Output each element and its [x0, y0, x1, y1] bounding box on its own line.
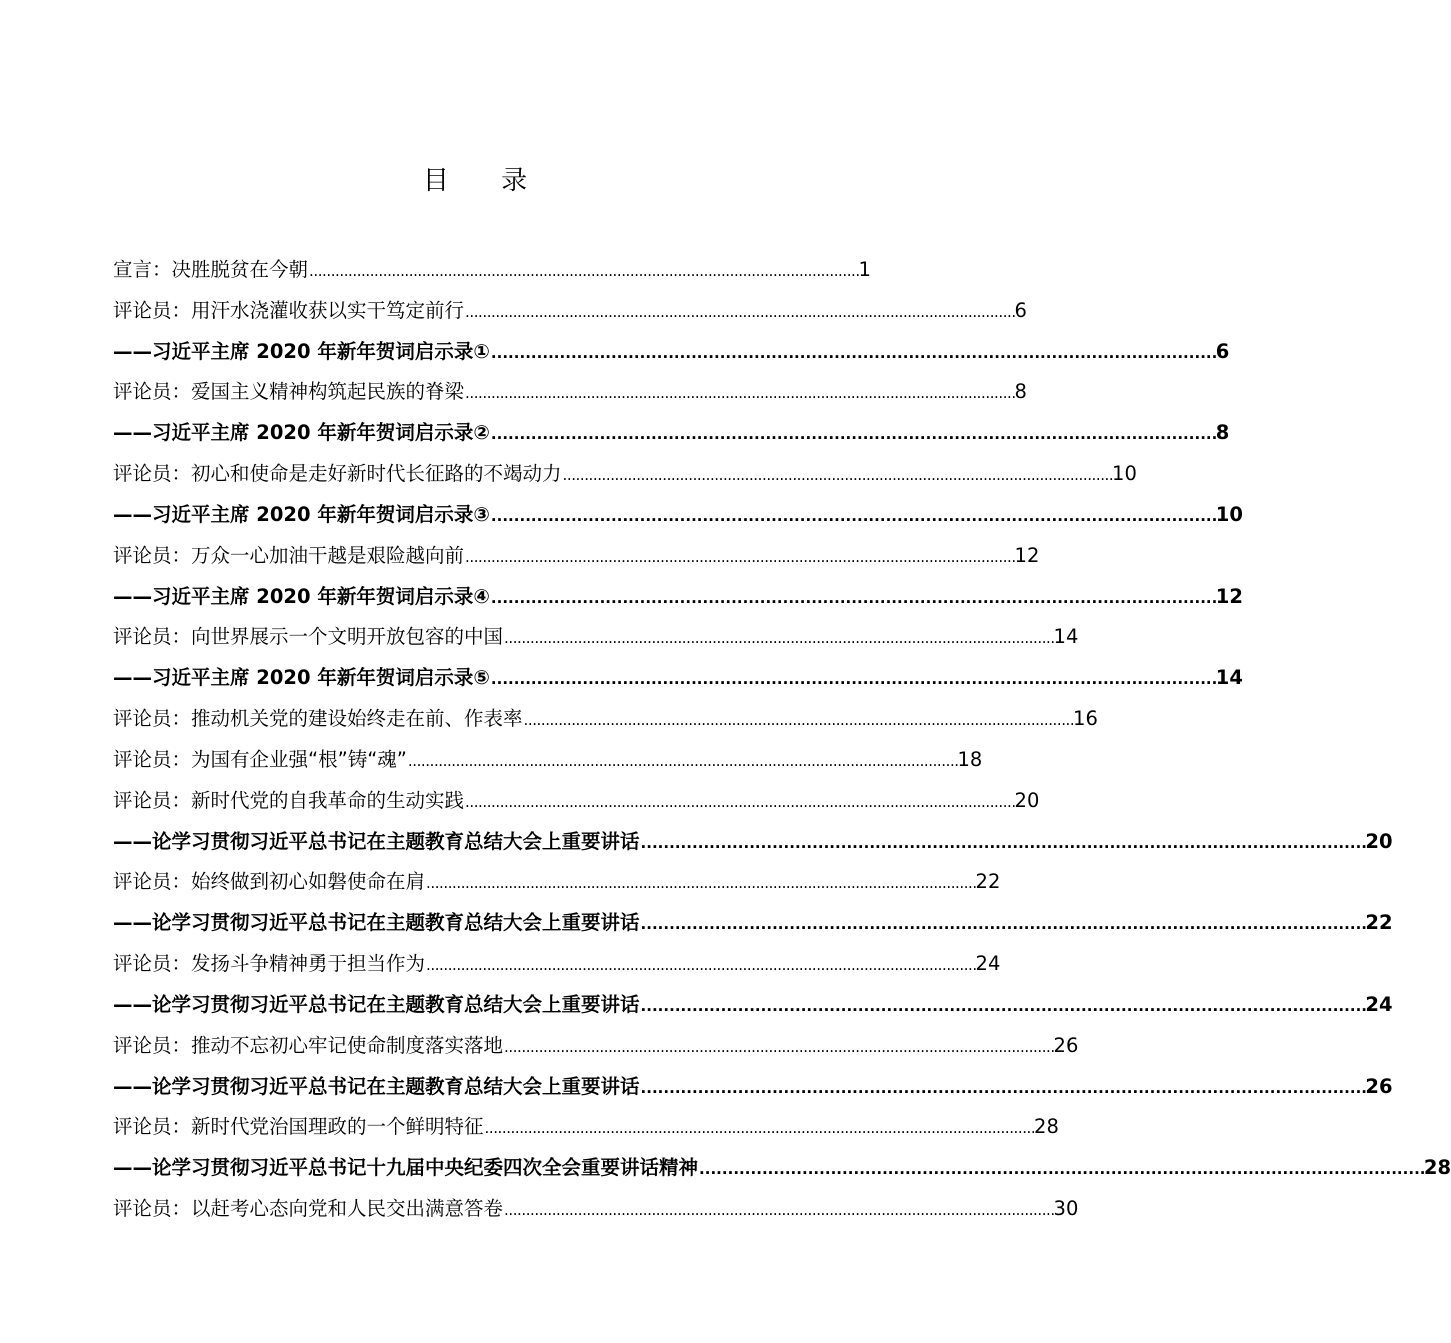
toc-entry[interactable] — [113, 293, 1027, 334]
toc-subtitle-entry[interactable] — [113, 1069, 1393, 1110]
page-title: 目 录 — [422, 166, 550, 196]
toc-entry[interactable] — [113, 1109, 1059, 1150]
toc-entry[interactable] — [113, 538, 1040, 579]
toc-entry[interactable] — [113, 864, 1001, 905]
toc-page-number: 28 — [1034, 1115, 1059, 1139]
toc-entry[interactable] — [113, 783, 1040, 824]
table-of-contents — [113, 252, 1451, 1232]
toc-entry[interactable] — [113, 456, 1137, 497]
toc-entry-title: ——论学习贯彻习近平总书记十九届中央纪委四次全会重要讲话精神 — [113, 1156, 699, 1180]
dot-leader — [504, 1191, 1053, 1228]
toc-entry-title: 评论员：为国有企业强“根”铸“魂” — [113, 747, 407, 771]
toc-page-number: 20 — [1365, 829, 1393, 853]
toc-entry[interactable] — [113, 946, 1001, 987]
toc-page-number: 6 — [1014, 298, 1027, 322]
toc-entry-title: 评论员：万众一心加油干越是艰险越向前 — [113, 543, 465, 567]
toc-entry-title: ——习近平主席 2020 年新年贺词启示录③ — [113, 502, 490, 526]
toc-page-number: 20 — [1014, 788, 1040, 812]
dot-leader — [426, 946, 975, 983]
dot-leader — [491, 497, 1215, 534]
toc-entry-title: 评论员：始终做到初心如磐使命在肩 — [113, 870, 426, 894]
toc-page-number: 10 — [1215, 502, 1243, 526]
toc-subtitle-entry[interactable] — [113, 905, 1393, 946]
toc-entry[interactable] — [113, 742, 983, 783]
toc-entry-title: ——论学习贯彻习近平总书记在主题教育总结大会上重要讲话 — [113, 829, 640, 853]
toc-entry-title: 评论员：推动不忘初心牢记使命制度落实落地 — [113, 1033, 504, 1057]
toc-page-number: 18 — [957, 747, 983, 771]
toc-page-number: 8 — [1215, 421, 1230, 445]
toc-entry[interactable] — [113, 701, 1098, 742]
toc-page-number: 6 — [1215, 339, 1230, 363]
toc-entry-title: ——习近平主席 2020 年新年贺词启示录② — [113, 421, 490, 445]
toc-entry-title: ——论学习贯彻习近平总书记在主题教育总结大会上重要讲话 — [113, 1074, 640, 1098]
toc-page-number: 26 — [1365, 1074, 1393, 1098]
dot-leader — [504, 619, 1053, 656]
toc-entry-title: 评论员：以赶考心态向党和人民交出满意答卷 — [113, 1197, 504, 1221]
dot-leader — [641, 905, 1365, 942]
toc-subtitle-entry[interactable] — [113, 1150, 1451, 1191]
toc-page-number: 16 — [1073, 707, 1098, 731]
dot-leader — [641, 824, 1365, 861]
dot-leader — [641, 1069, 1365, 1106]
dot-leader — [491, 334, 1215, 371]
toc-page-number: 24 — [1365, 992, 1393, 1016]
toc-subtitle-entry[interactable] — [113, 415, 1230, 456]
toc-page-number: 26 — [1053, 1033, 1079, 1057]
toc-entry-title: ——习近平主席 2020 年新年贺词启示录① — [113, 339, 490, 363]
toc-entry-title: 评论员：爱国主义精神构筑起民族的脊梁 — [113, 380, 465, 404]
dot-leader — [504, 1028, 1053, 1065]
toc-page-number: 14 — [1053, 625, 1079, 649]
toc-subtitle-entry[interactable] — [113, 579, 1243, 620]
toc-page-number: 14 — [1215, 666, 1243, 690]
toc-page-number: 22 — [1365, 911, 1393, 935]
toc-subtitle-entry[interactable] — [113, 334, 1230, 375]
toc-entry-title: ——习近平主席 2020 年新年贺词启示录④ — [113, 584, 490, 608]
toc-page-number: 8 — [1014, 380, 1027, 404]
toc-page-number: 10 — [1112, 462, 1137, 486]
toc-entry-title: ——习近平主席 2020 年新年贺词启示录⑤ — [113, 666, 490, 690]
toc-entry-title: 评论员：向世界展示一个文明开放包容的中国 — [113, 625, 504, 649]
dot-leader — [524, 701, 1073, 738]
dot-leader — [408, 742, 957, 779]
dot-leader — [485, 1109, 1034, 1146]
dot-leader — [465, 538, 1014, 575]
toc-entry-title: 评论员：推动机关党的建设始终走在前、作表率 — [113, 707, 523, 731]
toc-subtitle-entry[interactable] — [113, 987, 1393, 1028]
toc-page-number: 24 — [975, 952, 1001, 976]
toc-page-number: 28 — [1423, 1156, 1451, 1180]
dot-leader — [563, 456, 1112, 493]
dot-leader — [491, 660, 1215, 697]
toc-entry[interactable] — [113, 1028, 1079, 1069]
toc-entry[interactable] — [113, 374, 1027, 415]
toc-entry[interactable] — [113, 619, 1079, 660]
toc-entry-title: ——论学习贯彻习近平总书记在主题教育总结大会上重要讲话 — [113, 992, 640, 1016]
toc-subtitle-entry[interactable] — [113, 660, 1243, 701]
toc-entry[interactable] — [113, 252, 871, 293]
toc-page-number: 12 — [1014, 543, 1040, 567]
toc-page-number: 30 — [1053, 1197, 1079, 1221]
dot-leader — [465, 374, 1014, 411]
toc-page-number: 12 — [1215, 584, 1243, 608]
toc-entry-title: 评论员：新时代党的自我革命的生动实践 — [113, 788, 465, 812]
dot-leader — [641, 987, 1365, 1024]
toc-entry[interactable] — [113, 1191, 1079, 1232]
toc-subtitle-entry[interactable] — [113, 824, 1393, 865]
dot-leader — [491, 415, 1215, 452]
toc-entry-title: 评论员：初心和使命是走好新时代长征路的不竭动力 — [113, 462, 562, 486]
dot-leader — [309, 252, 858, 289]
dot-leader — [465, 293, 1014, 330]
dot-leader — [426, 864, 975, 901]
toc-page-number: 1 — [858, 258, 871, 281]
dot-leader — [465, 783, 1014, 820]
toc-entry-title: 评论员：新时代党治国理政的一个鲜明特征 — [113, 1115, 484, 1139]
toc-subtitle-entry[interactable] — [113, 497, 1243, 538]
dot-leader — [491, 579, 1215, 616]
dot-leader — [699, 1150, 1423, 1187]
toc-entry-title: 评论员：发扬斗争精神勇于担当作为 — [113, 952, 426, 976]
toc-entry-title: ——论学习贯彻习近平总书记在主题教育总结大会上重要讲话 — [113, 911, 640, 935]
toc-entry-title: 宣言：决胜脱贫在今朝 — [113, 258, 309, 281]
toc-entry-title: 评论员：用汗水浇灌收获以实干笃定前行 — [113, 298, 465, 322]
toc-page-number: 22 — [975, 870, 1001, 894]
